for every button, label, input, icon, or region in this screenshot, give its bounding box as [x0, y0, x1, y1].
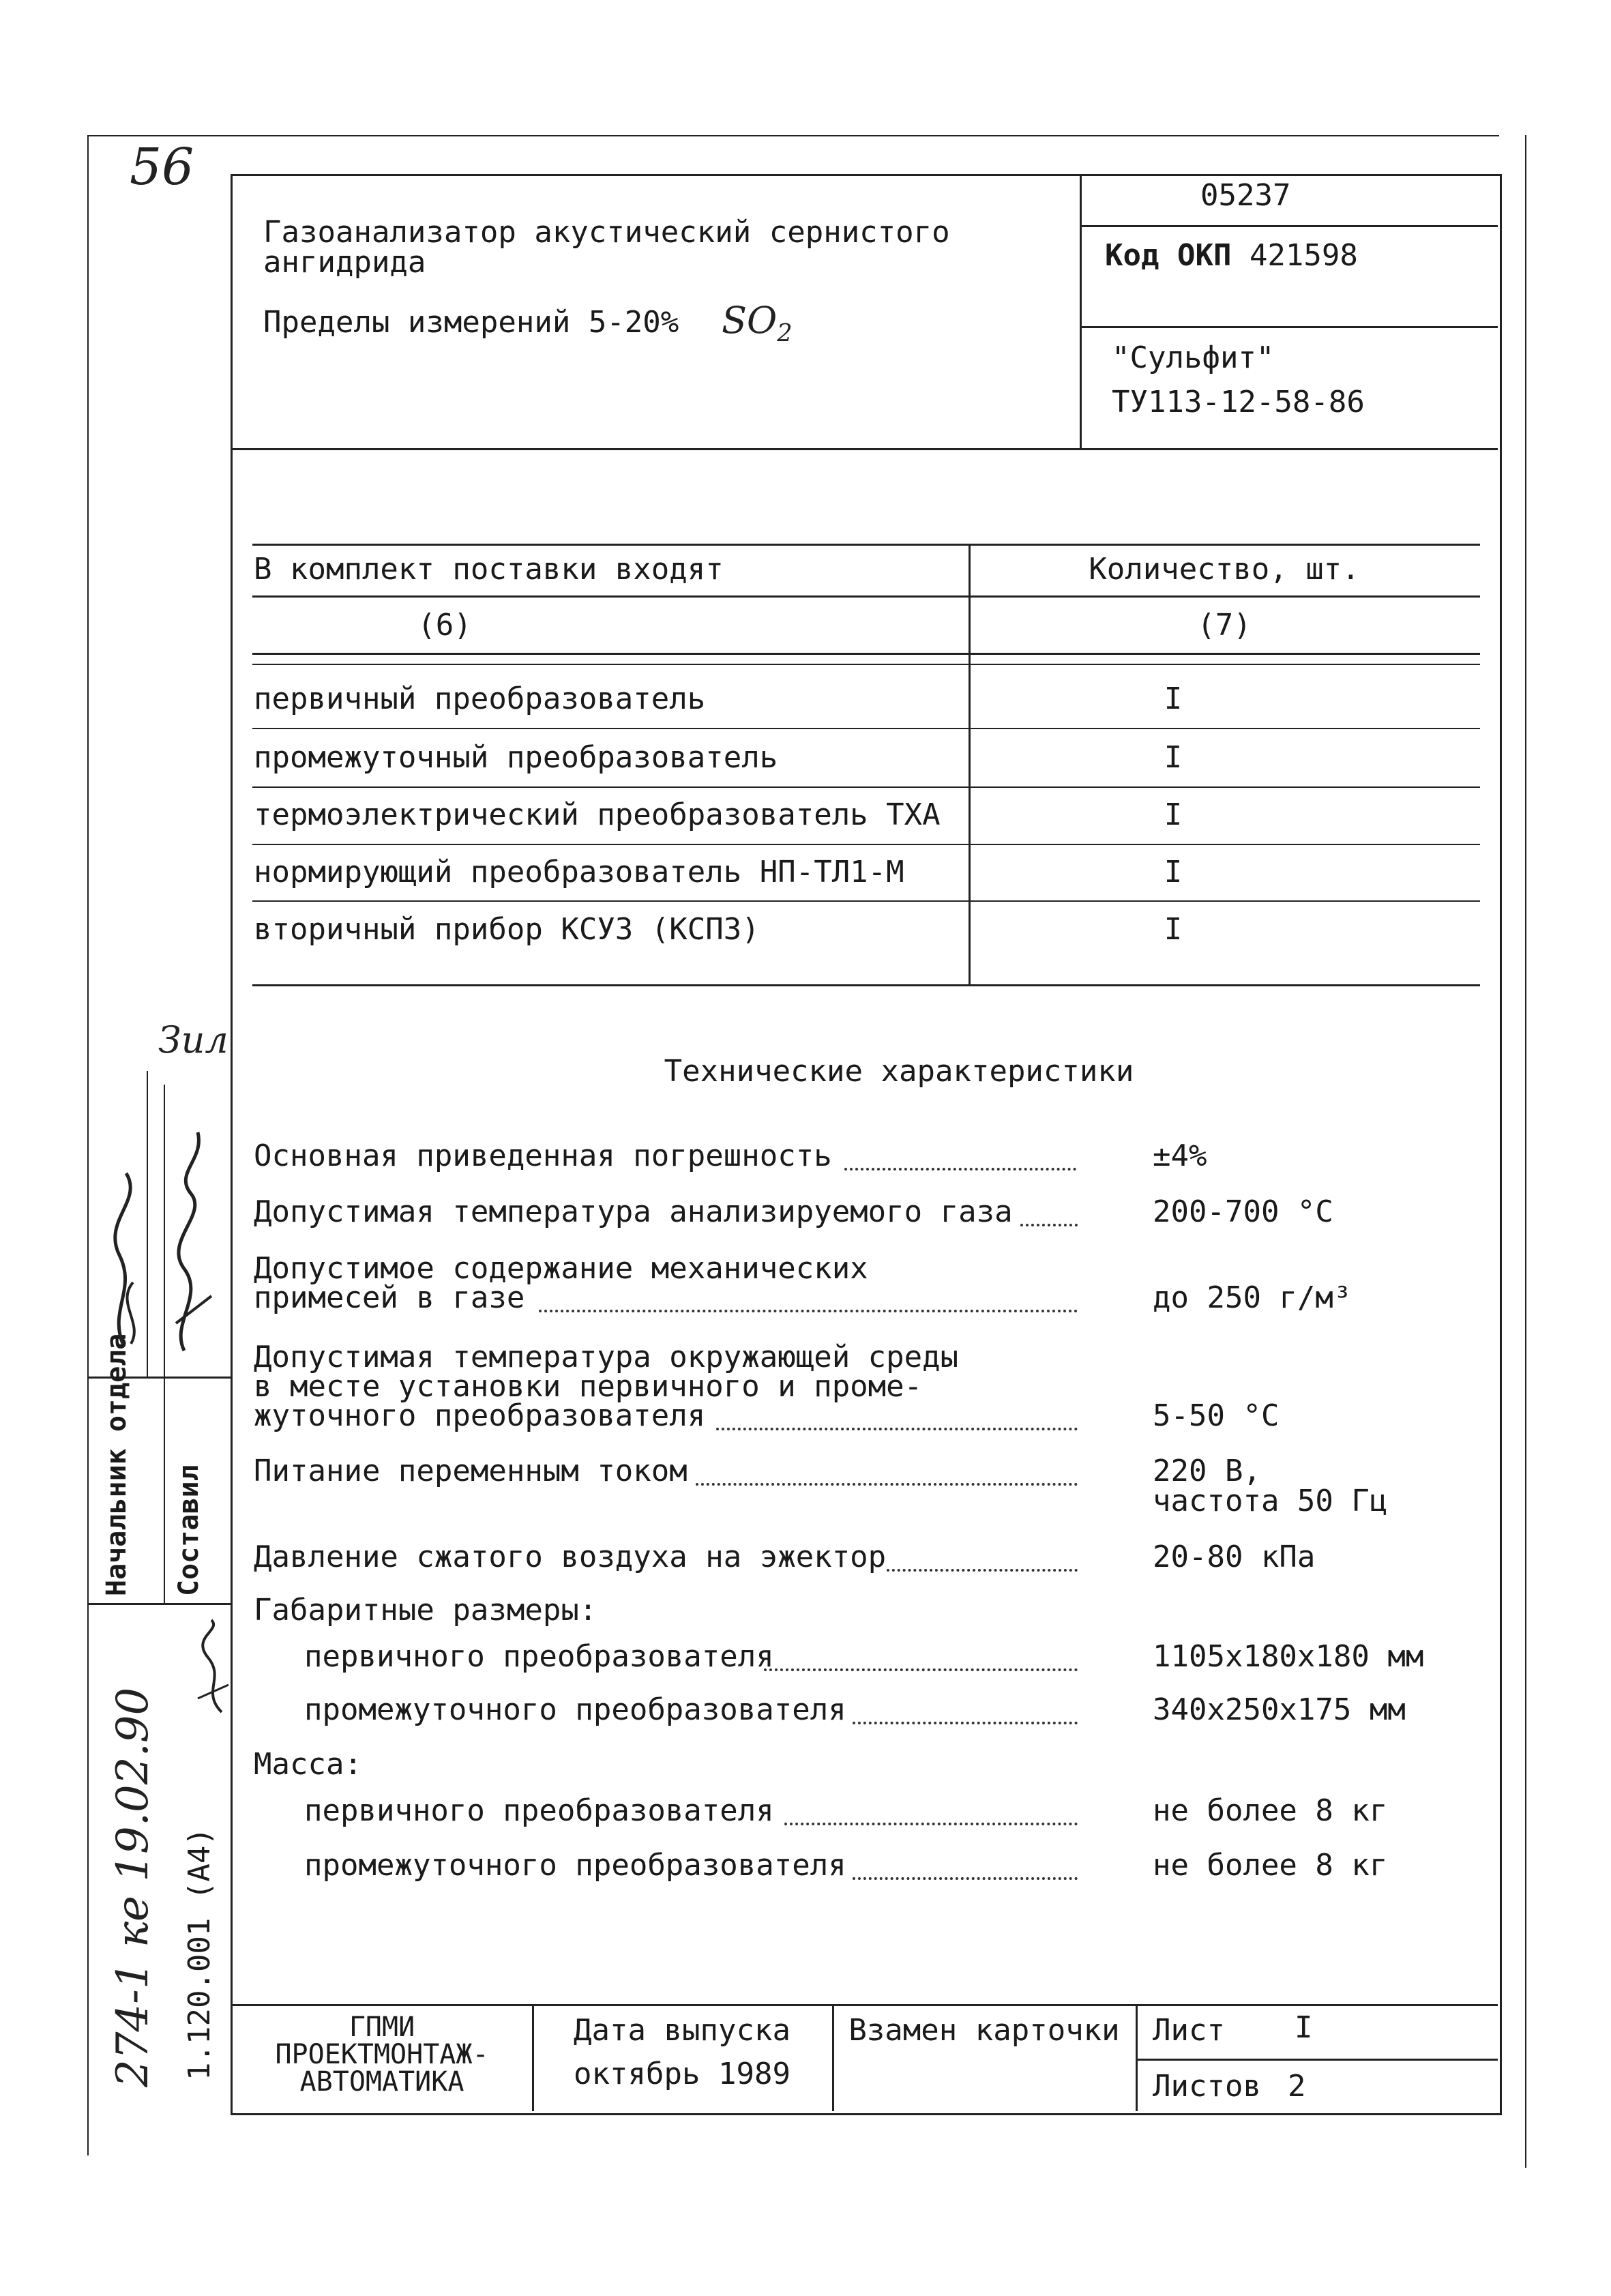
mass-item-label: промежуточного преобразователя — [304, 1848, 846, 1883]
range-label: Пределы измерений 5-20% — [263, 305, 679, 340]
spec-label: Питание переменным током — [254, 1454, 688, 1488]
dimensions-label: Габаритные размеры: — [254, 1593, 597, 1628]
leader-dots — [784, 1823, 1078, 1825]
tu-code: ТУ113-12-58-86 — [1112, 385, 1365, 420]
spec-label: примесей в газе — [254, 1280, 525, 1315]
footer-top-line — [231, 2004, 1498, 2006]
head-label: Начальник отдела — [101, 1333, 132, 1596]
org-line1: ГПМИ — [349, 2012, 415, 2043]
sheet-value: I — [1295, 2010, 1313, 2045]
binding-line — [87, 136, 89, 2155]
leader-dots — [716, 1428, 1078, 1430]
table-row-item: первичный преобразователь — [254, 681, 706, 716]
header-divider — [231, 448, 1498, 450]
leader-dots — [887, 1569, 1078, 1572]
leader-dots — [844, 1168, 1076, 1171]
table-row-item: нормирующий преобразователь НП-ТЛ1-М — [254, 855, 904, 889]
specs-title: Технические характеристики — [664, 1054, 1134, 1089]
okp-divider — [1080, 326, 1498, 328]
leader-dots — [764, 1668, 1078, 1671]
side-stamp-bottom — [89, 1603, 232, 1605]
table-row-qty: I — [1164, 681, 1183, 716]
okp-code: Код ОКП 421598 — [1105, 238, 1358, 273]
footer-divider — [1136, 2004, 1138, 2111]
table-row-item: термоэлектрический преобразователь ТХА — [254, 797, 941, 832]
table-row-qty: I — [1164, 912, 1183, 947]
spec-label: Давление сжатого воздуха на эжектор — [254, 1540, 887, 1574]
sheets-label: Листов — [1153, 2069, 1261, 2104]
spec-value: ±4% — [1153, 1138, 1207, 1173]
table-row-item: вторичный прибор КСУЗ (КСПЗ) — [254, 912, 760, 947]
sheet-label: Лист — [1153, 2013, 1225, 2048]
product-name-line2: ангидрида — [263, 245, 426, 280]
spec-value: частота 50 Гц — [1153, 1484, 1388, 1518]
dimension-value: 340x250x175 мм — [1153, 1692, 1406, 1727]
handwritten-note: 274-1 ке 19.02.90 — [108, 1687, 158, 2087]
table-col2-header: Количество, шт. — [1089, 552, 1360, 587]
table-num-line — [252, 653, 1480, 655]
dimension-label: первичного преобразователя — [304, 1639, 774, 1674]
table-row-qty: I — [1164, 740, 1183, 775]
mass-label: Масса: — [254, 1747, 362, 1782]
leader-dots — [696, 1483, 1078, 1486]
range-gas: $SO_2$ — [722, 299, 793, 347]
org-line3: АВТОМАТИКА — [299, 2066, 464, 2098]
spec-label: жуточного преобразователя — [254, 1398, 706, 1433]
spec-value: 200-700 °C — [1153, 1194, 1333, 1229]
code-top: 05237 — [1200, 178, 1291, 213]
initials-scribble — [188, 1617, 235, 1719]
composed-label: Составил — [173, 1465, 205, 1596]
right-border-line — [1525, 135, 1526, 2168]
footer-sheet-divider — [1136, 2059, 1498, 2061]
table-col2-num: (7) — [1197, 608, 1252, 643]
spec-value: до 250 г/м³ — [1153, 1280, 1352, 1315]
doc-code: 1.120.001 (А4) — [182, 1827, 217, 2080]
page-number: 56 — [130, 138, 194, 196]
leader-dots — [853, 1722, 1078, 1724]
mass-item-value: не более 8 кг — [1153, 1793, 1388, 1828]
org-line2: ПРОЕКТМОНТАЖ- — [275, 2039, 489, 2070]
replaces-label: Взамен карточки — [848, 2013, 1120, 2048]
spec-label: Основная приведенная погрешность — [254, 1138, 832, 1173]
spec-value: 220 В, — [1153, 1454, 1261, 1488]
mass-item-value: не более 8 кг — [1153, 1848, 1388, 1883]
handwritten-mark: Зил — [158, 1018, 228, 1061]
table-num-line2 — [252, 664, 1480, 665]
spec-value: 5-50 °C — [1153, 1398, 1280, 1433]
mass-item-label: первичного преобразователя — [304, 1793, 774, 1828]
table-row-qty: I — [1164, 797, 1183, 832]
dimension-label: промежуточного преобразователя — [304, 1692, 846, 1727]
table-header-line — [252, 595, 1480, 598]
table-row-qty: I — [1164, 855, 1183, 889]
header-col-divider — [1080, 174, 1082, 448]
spec-label: Допустимое содержание механических — [254, 1251, 868, 1286]
table-row-line — [252, 900, 1480, 902]
table-col1-header: В комплект поставки входят — [254, 552, 724, 587]
release-value: октябрь 1989 — [574, 2057, 790, 2091]
table-col1-num: (6) — [417, 608, 472, 643]
table-row-line — [252, 728, 1480, 729]
product-name-line1: Газоанализатор акустический сернистого — [263, 215, 950, 250]
table-row-line — [252, 844, 1480, 845]
table-row-item: промежуточный преобразователь — [254, 740, 778, 775]
spec-label: Допустимая температура окружающей среды — [254, 1340, 959, 1374]
table-bottom-line — [252, 984, 1480, 986]
table-row-line — [252, 786, 1480, 788]
spec-label: в месте установки первичного и проме- — [254, 1369, 923, 1404]
leader-dots — [1020, 1224, 1078, 1226]
spec-value: 20-80 кПа — [1153, 1540, 1316, 1574]
dimension-value: 1105x180x180 мм — [1153, 1639, 1424, 1674]
top-border-line — [87, 135, 1499, 136]
model-name: "Сульфит" — [1112, 340, 1275, 375]
leader-dots — [539, 1310, 1078, 1312]
sheets-value: 2 — [1288, 2069, 1306, 2104]
release-label: Дата выпуска — [574, 2013, 790, 2048]
table-top-line — [252, 544, 1480, 546]
code-divider — [1080, 225, 1498, 227]
spec-label: Допустимая температура анализируемого газа — [254, 1194, 1013, 1229]
signatures — [95, 1119, 232, 1364]
leader-dots — [853, 1877, 1078, 1880]
